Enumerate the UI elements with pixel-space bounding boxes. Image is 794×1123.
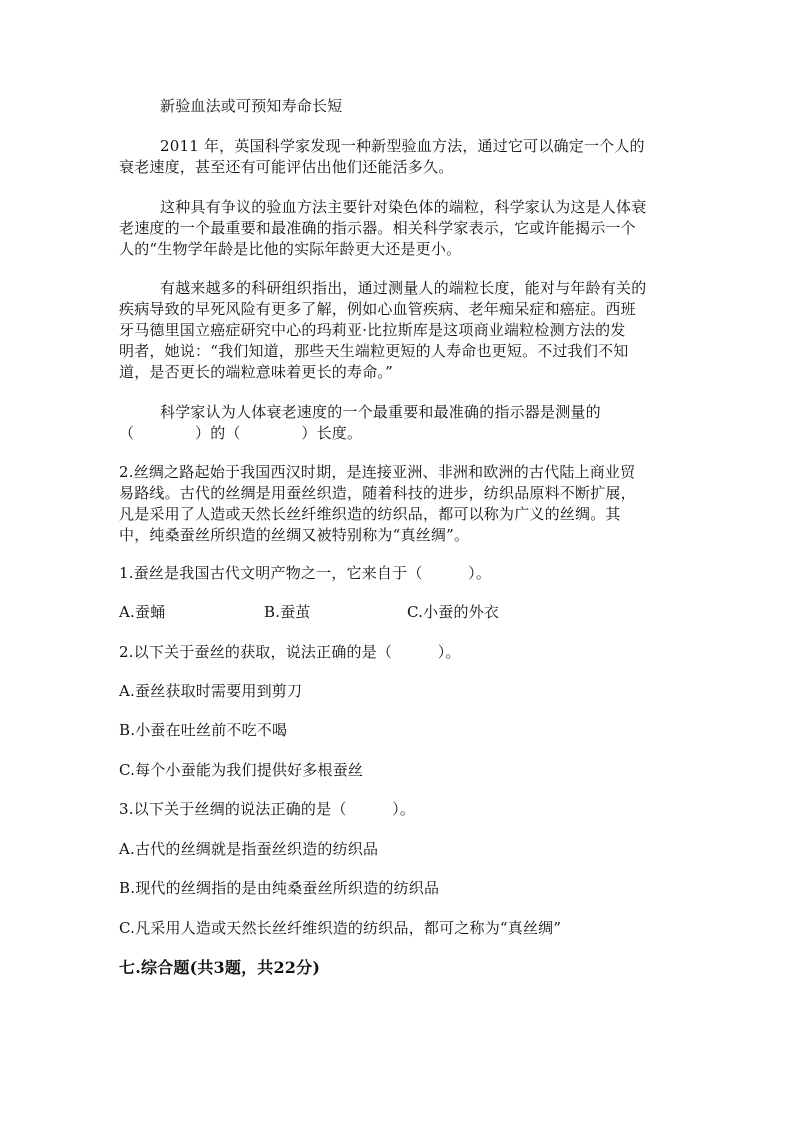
subquestion-3-stem: 3.以下关于丝绸的说法正确的是（ ）。	[119, 800, 416, 818]
q2-intro-line: 凡是采用了人造或天然长丝纤维织造的纺织品，都可以称为广义的丝绸。其	[119, 505, 621, 523]
subquestion-2-stem: 2.以下关于蚕丝的获取，说法正确的是（ ）。	[119, 643, 461, 661]
passage-p3-line: 疾病导致的早死风险有更多了解，例如心血管疾病、老年痴呆症和癌症。西班	[119, 300, 636, 318]
passage-p2-line: 人的“生物学年龄是比他的实际年龄更大还是更小。	[119, 240, 462, 258]
passage-p3-line: 有越来越多的科研组织指出，通过测量人的端粒长度，能对与年龄有关的	[160, 279, 647, 297]
option-b: B.蚕茧	[264, 603, 311, 621]
passage-p2-line: 这种具有争议的验血方法主要针对染色体的端粒，科学家认为这是人体衰	[160, 198, 647, 216]
option-c: C.每个小蚕能为我们提供好多根蚕丝	[119, 761, 364, 779]
section-heading: 七.综合题(共3题，共22分)	[119, 958, 321, 977]
option-a: A.蚕蛹	[119, 603, 166, 621]
option-a: A.蚕丝获取时需要用到剪刀	[119, 682, 303, 700]
passage-p3-line: 牙马德里国立癌症研究中心的玛莉亚·比拉斯库是这项商业端粒检测方法的发	[119, 321, 626, 339]
passage-p3-line: 道，是否更长的端粒意味着更长的寿命。”	[119, 363, 393, 381]
fill-question-blanks: （ ）的（ ）长度。	[119, 424, 363, 442]
passage-title: 新验血法或可预知寿命长短	[160, 97, 343, 115]
passage-p2-line: 老速度的一个最重要和最准确的指示器。相关科学家表示，它或许能揭示一个	[119, 219, 636, 237]
passage-p1-line: 2011 年，英国科学家发现一种新型验血方法，通过它可以确定一个人的	[160, 137, 645, 155]
q2-intro-line: 2.丝绸之路起始于我国西汉时期，是连接亚洲、非洲和欧洲的古代陆上商业贸	[119, 463, 636, 481]
fill-question-line: 科学家认为人体衰老速度的一个最重要和最准确的指示器是测量的	[160, 403, 601, 421]
option-b: B.现代的丝绸指的是由纯桑蚕丝所织造的纺织品	[119, 879, 440, 897]
q2-intro-line: 易路线。古代的丝绸是用蚕丝织造，随着科技的进步，纺织品原料不断扩展，	[119, 484, 636, 502]
option-a: A.古代的丝绸就是指蚕丝织造的纺织品	[119, 840, 379, 858]
passage-p3-line: 明者，她说：“我们知道，那些天生端粒更短的人寿命也更短。不过我们不知	[119, 342, 629, 360]
option-c: C.小蚕的外衣	[407, 603, 500, 621]
q2-intro-line: 中，纯桑蚕丝所织造的丝绸又被特别称为“真丝绸”。	[119, 526, 470, 544]
subquestion-1-stem: 1.蚕丝是我国古代文明产物之一，它来自于（ ）。	[119, 564, 492, 582]
option-b: B.小蚕在吐丝前不吃不喝	[119, 721, 288, 739]
subquestion-1-options	[119, 602, 679, 623]
passage-p1-line: 衰老速度，甚至还有可能评估出他们还能活多久。	[119, 158, 454, 176]
option-c: C.凡采用人造或天然长丝纤维织造的纺织品，都可之称为“真丝绸”	[119, 919, 562, 937]
